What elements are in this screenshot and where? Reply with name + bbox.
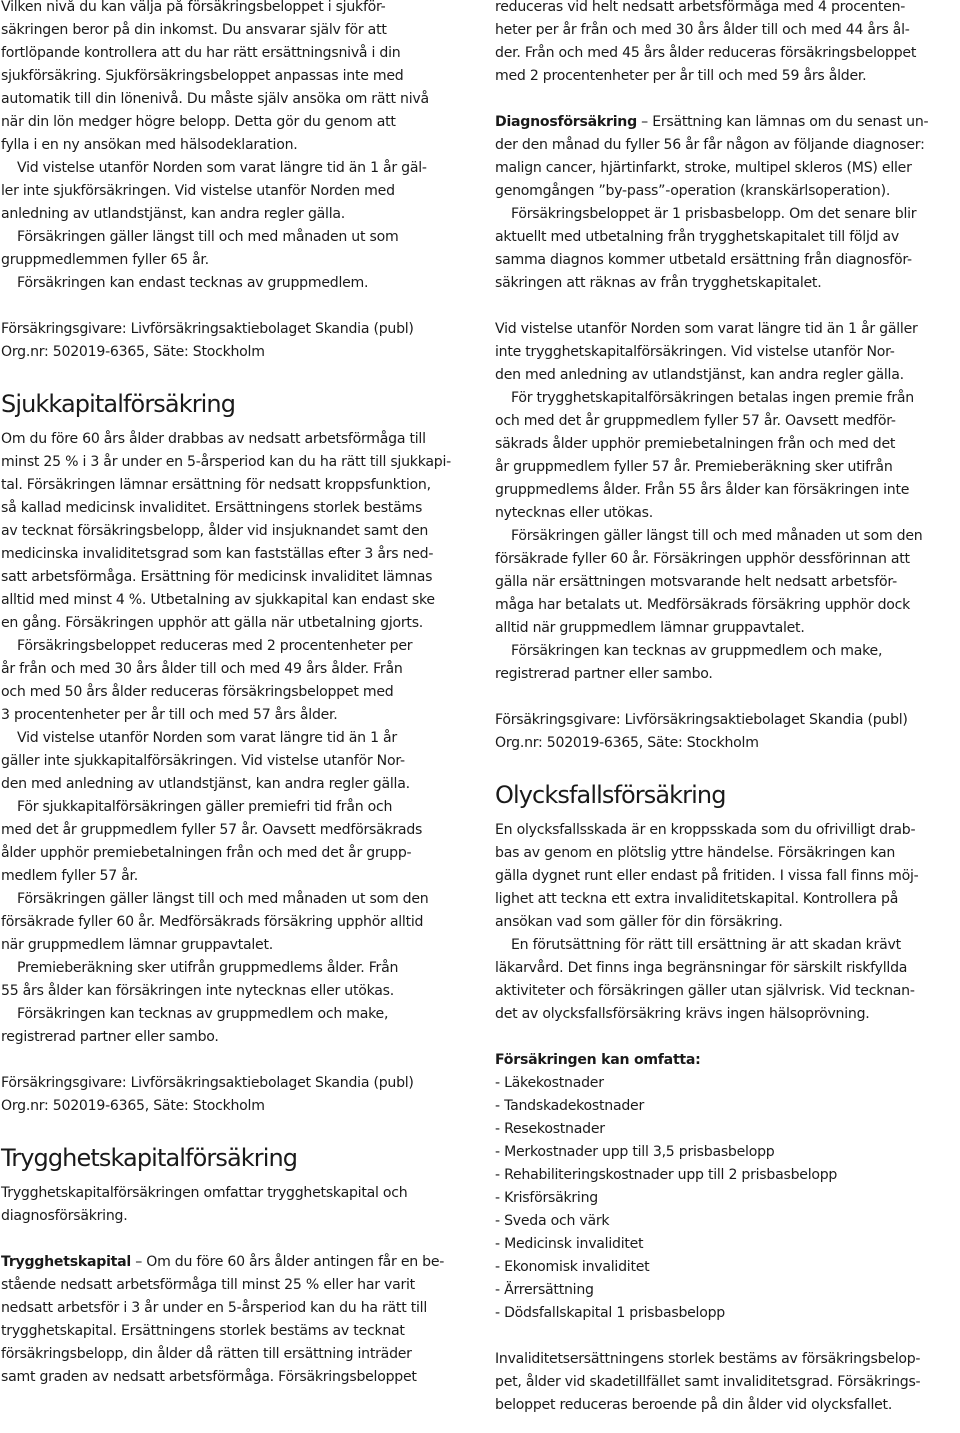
validity-paragraph: Försäkringen gäller längst till och med månaden ut som gruppmedlemmen fyller 65 år. bbox=[1, 229, 399, 268]
intro-paragraph: Vilken nivå du kan välja på försäkringsbeloppet i sjukför- säkringen beror på din inkomst. Du ansvarar själv för att fortlöpande kontrollera att du har rätt ersättningsnivå i din sjukförsäkring. Sjukförsäkringsbeloppet anpassas inte med automatik till din lönenivå. Du måste själv ansöka om rätt nivå när din lön medger högre belopp. Detta gör du genom att fylla i en ny ansökan med hälsodeklaration. bbox=[1, 0, 429, 153]
diagnosforsakring-paragraph bbox=[495, 111, 959, 203]
trygghetskapital-premium-paragraph: För trygghetskapitalförsäkringen betalas ingen premie från och med det år gruppmedlem fyller 57 år. Oavsett medför- säkrads ålder upphör premiebetalningen från och med det år gruppmedlem fyller 57 år. Premieberäkning sker utifrån gruppmedlems ålder. Från 55 års ålder kan försäkringen inte nytecknas eller utökas. bbox=[495, 390, 914, 521]
diagnosforsakring-lead: Diagnosförsäkring bbox=[495, 114, 637, 130]
sjukkapital-abroad-paragraph: Vid vistelse utanför Norden som varat längre tid än 1 år gäller inte sjukkapitalförsäkringen. Vid vistelse utanför Nor- den med anledning av utlandstjänst, kan andra regler gälla. bbox=[1, 730, 410, 792]
abroad-paragraph: Vid vistelse utanför Norden som varat längre tid än 1 år gäl- ler inte sjukförsäkringen. Vid vistelse utanför Norden med anledning av utlandstjänst, kan andra regler gälla. bbox=[1, 160, 427, 222]
sjukkapital-paragraph: Om du före 60 års ålder drabbas av nedsatt arbetsförmåga till minst 25 % i 3 år under en 5-årsperiod kan du ha rätt till sjukkapi- tal. Försäkringen lämnar ersättning för nedsatt kroppsfunktion, så kallad medicinsk invaliditet. Ersättningens storlek bestäms av tecknat försäkringsbelopp, ålder vid insjuknandet samt den medicinska invaliditetsgrad som kan fastställas efter 3 års ned- satt arbetsförmåga. Ersättning för medicinsk invaliditet lämnas alltid med minst 4 %. Utbetalning av sjukkapital kan endast ske en gång. Försäkringen upphör att gälla när utbetalning gjorts. bbox=[1, 431, 451, 631]
olycksfall-requirement-paragraph: En förutsättning för rätt till ersättning är att skadan krävt läkarvård. Det finns inga begränsningar för särskilt riskfyllda aktiviteter och försäkringen gäller utan självrisk. Vid tecknan- det av olycksfallsförsäkring krävs ingen hälsoprövning. bbox=[495, 937, 915, 1022]
trygghetskapital-eligibility-paragraph: Försäkringen kan tecknas av gruppmedlem och make, registrerad partner eller sambo. bbox=[495, 643, 883, 682]
list-item: - Rehabiliteringskostnader upp till 2 prisbasbelopp bbox=[495, 1167, 838, 1183]
sjukkapital-reduction-paragraph: Försäkringsbeloppet reduceras med 2 procentenheter per år från och med 30 års ålder till och med 49 års ålder. Från och med 50 års ålder reduceras försäkringsbeloppet med 3 procentenheter per år till och med 57 års ålder. bbox=[1, 638, 413, 723]
list-item: - Merkostnader upp till 3,5 prisbasbelopp bbox=[495, 1144, 775, 1160]
left-column bbox=[1, 0, 469, 1389]
trygghetskapital-lead: Trygghetskapital bbox=[1, 1254, 131, 1270]
trygghetskapital-validity-paragraph: Försäkringen gäller längst till och med månaden ut som den försäkrade fyller 60 år. Försäkringen upphör dessförinnan att gälla när ersättningen motsvarande helt nedsatt arbetsför- måga har betalats ut. Medförsäkrads försäkring upphör dock alltid när gruppmedlem lämnar gruppavtalet. bbox=[495, 528, 923, 636]
trygghetskapital-intro-paragraph: Trygghetskapitalförsäkringen omfattar trygghetskapital och diagnosförsäkring. bbox=[1, 1185, 408, 1224]
right-column bbox=[495, 0, 959, 1417]
insurer-info: Försäkringsgivare: Livförsäkringsaktiebolaget Skandia (publ) Org.nr: 502019-6365, Säte: Stockholm bbox=[495, 712, 908, 751]
insurer-info: Försäkringsgivare: Livförsäkringsaktiebolaget Skandia (publ) Org.nr: 502019-6365, Säte: Stockholm bbox=[1, 321, 414, 360]
section-heading-olycksfall: Olycksfallsförsäkring bbox=[495, 781, 726, 809]
olycksfall-paragraph: En olycksfallsskada är en kroppsskada som du ofrivilligt drab- bas av genom en plötslig yttre händelse. Försäkringen kan gälla dygnet runt eller endast på fritiden. I vissa fall finns möj- lighet att teckna ett extra invaliditetskapital. Kontrollera på ansökan vad som gäller för din försäkring. bbox=[495, 822, 919, 930]
coverage-list bbox=[495, 1072, 959, 1325]
list-item: - Ärrersättning bbox=[495, 1282, 594, 1298]
eligibility-paragraph: Försäkringen kan endast tecknas av gruppmedlem. bbox=[17, 275, 369, 291]
list-item: - Ekonomisk invaliditet bbox=[495, 1259, 650, 1275]
sjukkapital-premiecalc-paragraph: Premieberäkning sker utifrån gruppmedlems ålder. Från 55 års ålder kan försäkringen inte nytecknas eller utökas. bbox=[1, 960, 399, 999]
coverage-heading: Försäkringen kan omfatta: bbox=[495, 1052, 701, 1068]
trygghetskapital-continued-paragraph: reduceras vid helt nedsatt arbetsförmåga med 4 procenten- heter per år från och med 30 års ålder till och med 44 års ål- der. Från och med 45 års ålder reduceras försäkringsbeloppet med 2 procentenheter per år till och med 59 års ålder. bbox=[495, 0, 917, 84]
list-item: - Läkekostnader bbox=[495, 1075, 604, 1091]
insurer-info: Försäkringsgivare: Livförsäkringsaktiebolaget Skandia (publ) Org.nr: 502019-6365, Säte: Stockholm bbox=[1, 1075, 414, 1114]
list-item: - Sveda och värk bbox=[495, 1213, 610, 1229]
diagnosforsakring-text: – Ersättning kan lämnas om du senast un- der den månad du fyller 56 år får någon av följande diagnoser: malign cancer, hjärtinfarkt, stroke, multipel skleros (MS) eller genomgången ”by-pass”-operation (kranskärlsoperation). bbox=[495, 114, 929, 199]
list-item: - Krisförsäkring bbox=[495, 1190, 598, 1206]
diagnosforsakring-amount-paragraph: Försäkringsbeloppet är 1 prisbasbelopp. Om det senare blir aktuellt med utbetalning från trygghetskapitalet till följd av samma diagnos kommer utbetald ersättning från diagnosför- säkringen att räknas av från trygghetskapitalet. bbox=[495, 206, 917, 291]
section-heading-trygghetskapital: Trygghetskapitalförsäkring bbox=[1, 1144, 298, 1172]
list-item: - Tandskadekostnader bbox=[495, 1098, 644, 1114]
sjukkapital-premium-paragraph: För sjukkapitalförsäkringen gäller premiefri tid från och med det år gruppmedlem fyller 57 år. Oavsett medförsäkrads ålder upphör premiebetalningen från och med det år grupp- medlem fyller 57 år. bbox=[1, 799, 423, 884]
sjukkapital-eligibility-paragraph: Försäkringen kan tecknas av gruppmedlem och make, registrerad partner eller sambo. bbox=[1, 1006, 389, 1045]
trygghetskapital-paragraph bbox=[1, 1251, 469, 1389]
list-item: - Resekostnader bbox=[495, 1121, 605, 1137]
trygghetskapital-abroad-paragraph: Vid vistelse utanför Norden som varat längre tid än 1 år gäller inte trygghetskapitalförsäkringen. Vid vistelse utanför Nor- den med anledning av utlandstjänst, kan andra regler gälla. bbox=[495, 321, 918, 383]
invaliditet-paragraph: Invaliditetsersättningens storlek bestäms av försäkringsbelop- pet, ålder vid skadetillfället samt invaliditetsgrad. Försäkrings- beloppet reduceras beroende på din ålder vid olycksfallet. bbox=[495, 1351, 921, 1413]
section-heading-sjukkapital: Sjukkapitalförsäkring bbox=[1, 390, 236, 418]
trygghetskapital-text: – Om du före 60 års ålder antingen får en be- stående nedsatt arbetsförmåga till minst 25 % eller har varit nedsatt arbetsför i 3 år under en 5-årsperiod kan du ha rätt till trygghetskapital. Ersättningens storlek bestäms av tecknat försäkringsbelopp, din ålder då rätten till ersättning inträder samt graden av nedsatt arbetsförmåga. Försäkringsbeloppet bbox=[1, 1254, 445, 1385]
list-item: - Dödsfallskapital 1 prisbasbelopp bbox=[495, 1305, 725, 1321]
sjukkapital-validity-paragraph: Försäkringen gäller längst till och med månaden ut som den försäkrade fyller 60 år. Medförsäkrads försäkring upphör alltid när gruppmedlem lämnar gruppavtalet. bbox=[1, 891, 429, 953]
list-item: - Medicinsk invaliditet bbox=[495, 1236, 644, 1252]
